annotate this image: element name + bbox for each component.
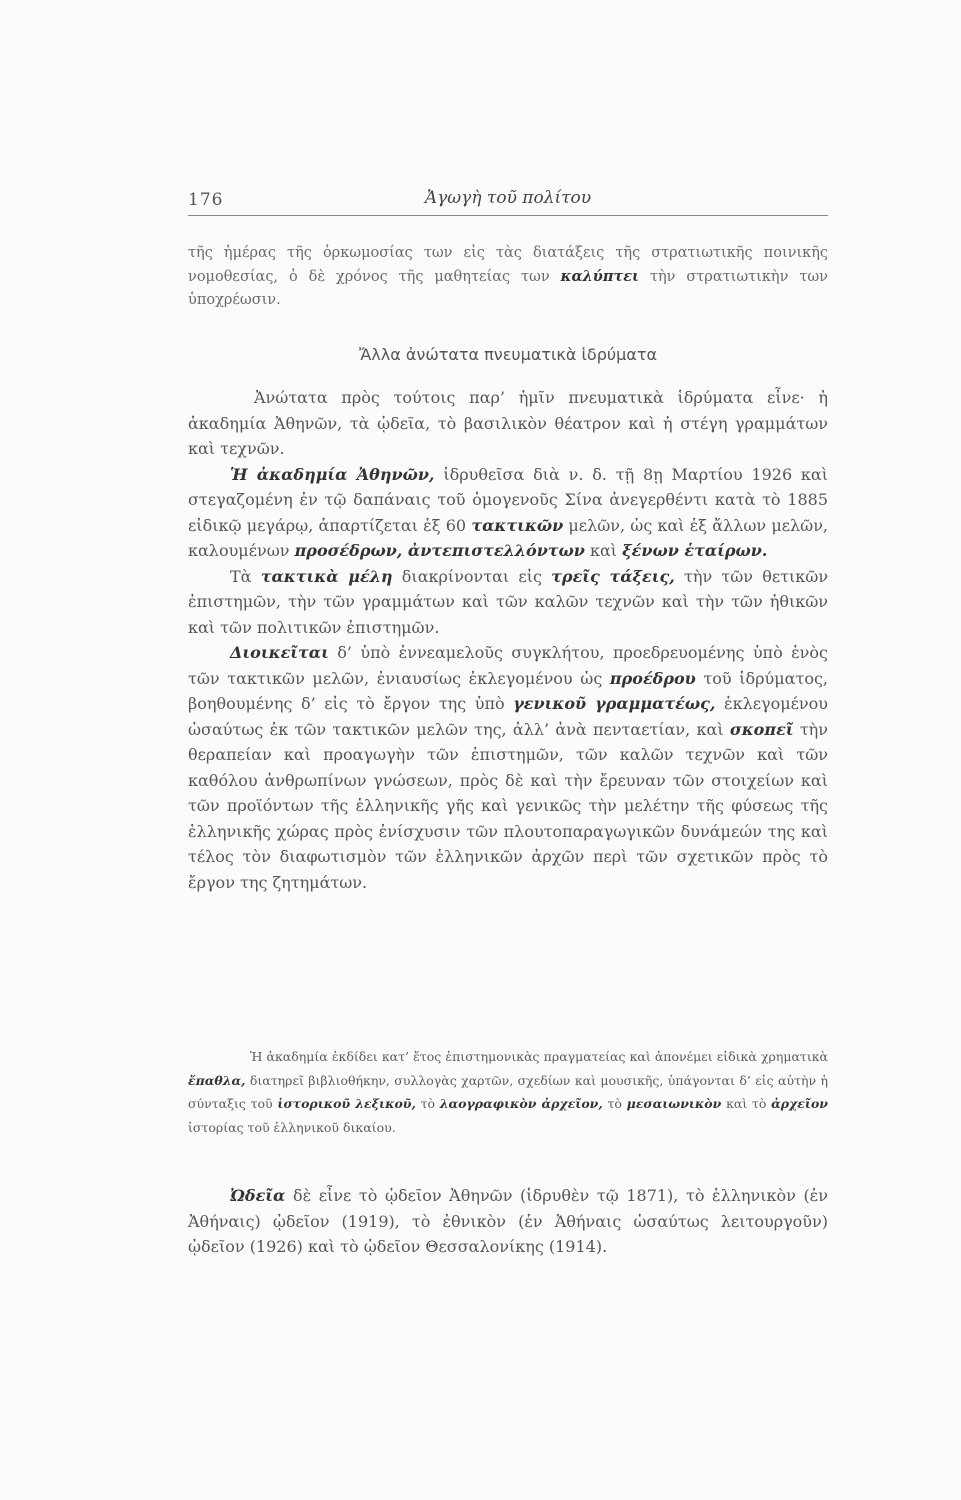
admin-d: τὴν θεραπείαν καὶ προαγωγὴν τῶν ἐπιστημῶν, τῶν καλῶν τεχνῶν καὶ τῶν καθόλου ἀνθρωπίνων γνώσεων, πρὸς δὲ καὶ τὴν ἔρευναν τῶν στοιχείων καὶ τῶν προϊόντων τῆς ἑλληνικῆς γῆς καὶ γενικῶς τὴν μελέτην τῆς φύσεως τῆς ἑλληνικῆς χώρας πρὸς ἐνίσχυσιν τῶν πλουτοπαραγωγικῶν δυνάμεών της καὶ τέλος τὸν διαφωτισμὸν τῶν ἑλληνικῶν ἀρχῶν περὶ τῶν σχετικῶν πρὸς τὸ ἔργον της ζητημάτων. [188, 719, 828, 892]
odeia-term: Ὠδεῖα [230, 1186, 286, 1205]
small-text-c: ἱστορίας τοῦ ἑλληνικοῦ δικαίου. [188, 1119, 396, 1135]
header-rule [188, 215, 828, 216]
paragraph-intro [188, 385, 828, 462]
academy-term: Ἡ ἀκαδημία Ἀθηνῶν, [230, 464, 435, 484]
taktikon-term: τακτικῶν [471, 515, 564, 535]
classes-b: διακρίνονται εἰς [401, 566, 542, 586]
small-kai-to: καὶ τὸ [726, 1096, 767, 1111]
page-header [188, 186, 828, 216]
paragraph-odeia [188, 1183, 828, 1260]
proedron-term: προσέδρων, ἀντεπιστελλόντων [294, 541, 585, 560]
admin-a: δ’ ὑπὸ ἐννεαμελοῦς συγκλήτου, προεδρευομένης ὑπὸ ἑνὸς τῶν τακτικῶν μελῶν, ἐνιαυσίως ἐκλεγομένου ὡς [188, 643, 828, 688]
archeion-term: ἀρχεῖον [771, 1096, 828, 1111]
members-text: μελῶν, ὡς καὶ ἐξ ἄλλων μελῶν, καλουμένων [188, 515, 829, 560]
classes-a: Τὰ [230, 566, 252, 586]
paragraph-academy [188, 462, 828, 564]
kai-text: καὶ [589, 541, 618, 560]
p1-text-b: τὴν στρατιωτικὴν των ὑποχρέωσιν. [188, 269, 828, 308]
mesaionikon-term: μεσαιωνικὸν [626, 1096, 722, 1111]
small-to-1: τὸ [420, 1096, 436, 1111]
small-print-paragraph [188, 1045, 828, 1139]
small-to-2: τὸ [607, 1096, 622, 1111]
treis-term: τρεῖς τάξεις, [551, 566, 675, 586]
xenon-term: ξένων ἑταίρων. [622, 541, 768, 560]
genikou-term: γενικοῦ γραμματέως, [513, 694, 716, 713]
section-heading: Ἄλλα ἀνώτατα πνευματικὰ ἱδρύματα [358, 345, 658, 364]
small-text-b: διατηρεῖ βιβλιοθήκην, συλλογὰς χαρτῶν, σχεδίων καὶ μουσικῆς, ὑπάγονται δ’ εἰς αὐτὴν ἡ σύνταξις τοῦ [188, 1072, 828, 1111]
section-body-academy [188, 385, 828, 895]
laografikon-term: λαογραφικὸν ἀρχεῖον, [439, 1096, 603, 1111]
admin-c: ἐκλεγομένου ὡσαύτως ἐκ τῶν τακτικῶν μελῶν της, ἀλλ’ ἀνὰ πενταετίαν, καὶ [188, 694, 828, 739]
paragraph-military-service [188, 242, 828, 312]
epathla-term: ἔπαθλα, [188, 1072, 246, 1088]
p1-text-a: τῆς ἡμέρας τῆς ὁρκωμοσίας των εἰς τὰς διατάξεις τῆς στρατιωτικῆς ποινικῆς νομοθεσίας, ὁ δὲ χρόνος τῆς μαθητείας των [188, 245, 828, 285]
paragraph-administration [188, 640, 828, 895]
paragraph-classes [188, 564, 828, 641]
proedrou-term: προέδρου [609, 668, 696, 688]
taktika-term: τακτικὰ μέλη [260, 566, 393, 586]
page-number: 176 [188, 190, 224, 210]
small-text-a: Ἡ ἀκαδημία ἐκδίδει κατ’ ἔτος ἐπιστημονικὰς πραγματείας καὶ ἀπονέμει εἰδικὰ χρηματικὰ [250, 1049, 828, 1064]
admin-b: τοῦ ἱδρύματος, βοηθουμένης δ’ εἰς τὸ ἔργον της ὑπὸ [188, 668, 828, 713]
running-title: Ἀγωγὴ τοῦ πολίτου [424, 188, 592, 208]
p1-emphasis: καλύπτει [560, 268, 640, 285]
dioikeitai-term: Διοικεῖται [230, 643, 329, 662]
intro-text: Ἀνώτατα πρὸς τούτοις παρ’ ἡμῖν πνευματικὰ ἱδρύματα εἶνε· ἡ ἀκαδημία Ἀθηνῶν, τὰ ᾠδεῖα, τὸ βασιλικὸν θέατρον καὶ ἡ στέγη γραμμάτων καὶ τεχνῶν. [188, 388, 828, 458]
odeia-text: δὲ εἶνε τὸ ᾠδεῖον Ἀθηνῶν (ἱδρυθὲν τῷ 1871), τὸ ἑλληνικὸν (ἐν Ἀθήναις) ᾠδεῖον (1919), τὸ ἐθνικὸν (ἐν Ἀθήναις ὡσαύτως λειτουργοῦν) ᾠδεῖον (1926) καὶ τὸ ᾠδεῖον Θεσσαλονίκης (1914). [188, 1186, 828, 1256]
skopei-term: σκοπεῖ [729, 719, 794, 739]
classes-c: τὴν τῶν θετικῶν ἐπιστημῶν, τὴν τῶν γραμμάτων καὶ τῶν καλῶν τεχνῶν καὶ τὴν τῶν ἠθικῶν καὶ τῶν πολιτικῶν ἐπιστημῶν. [188, 566, 829, 637]
academy-text: ἱδρυθεῖσα διὰ ν. δ. τῇ 8ῃ Μαρτίου 1926 καὶ στεγαζομένη ἐν τῷ δαπάναις τοῦ ὁμογενοῦς Σίνα ἀνεγερθέντι κατὰ τὸ 1885 εἰδικῷ μεγάρῳ, ἀπαρτίζεται ἐξ 60 [188, 464, 829, 535]
lexikon-term: ἱστορικοῦ λεξικοῦ, [277, 1096, 416, 1111]
